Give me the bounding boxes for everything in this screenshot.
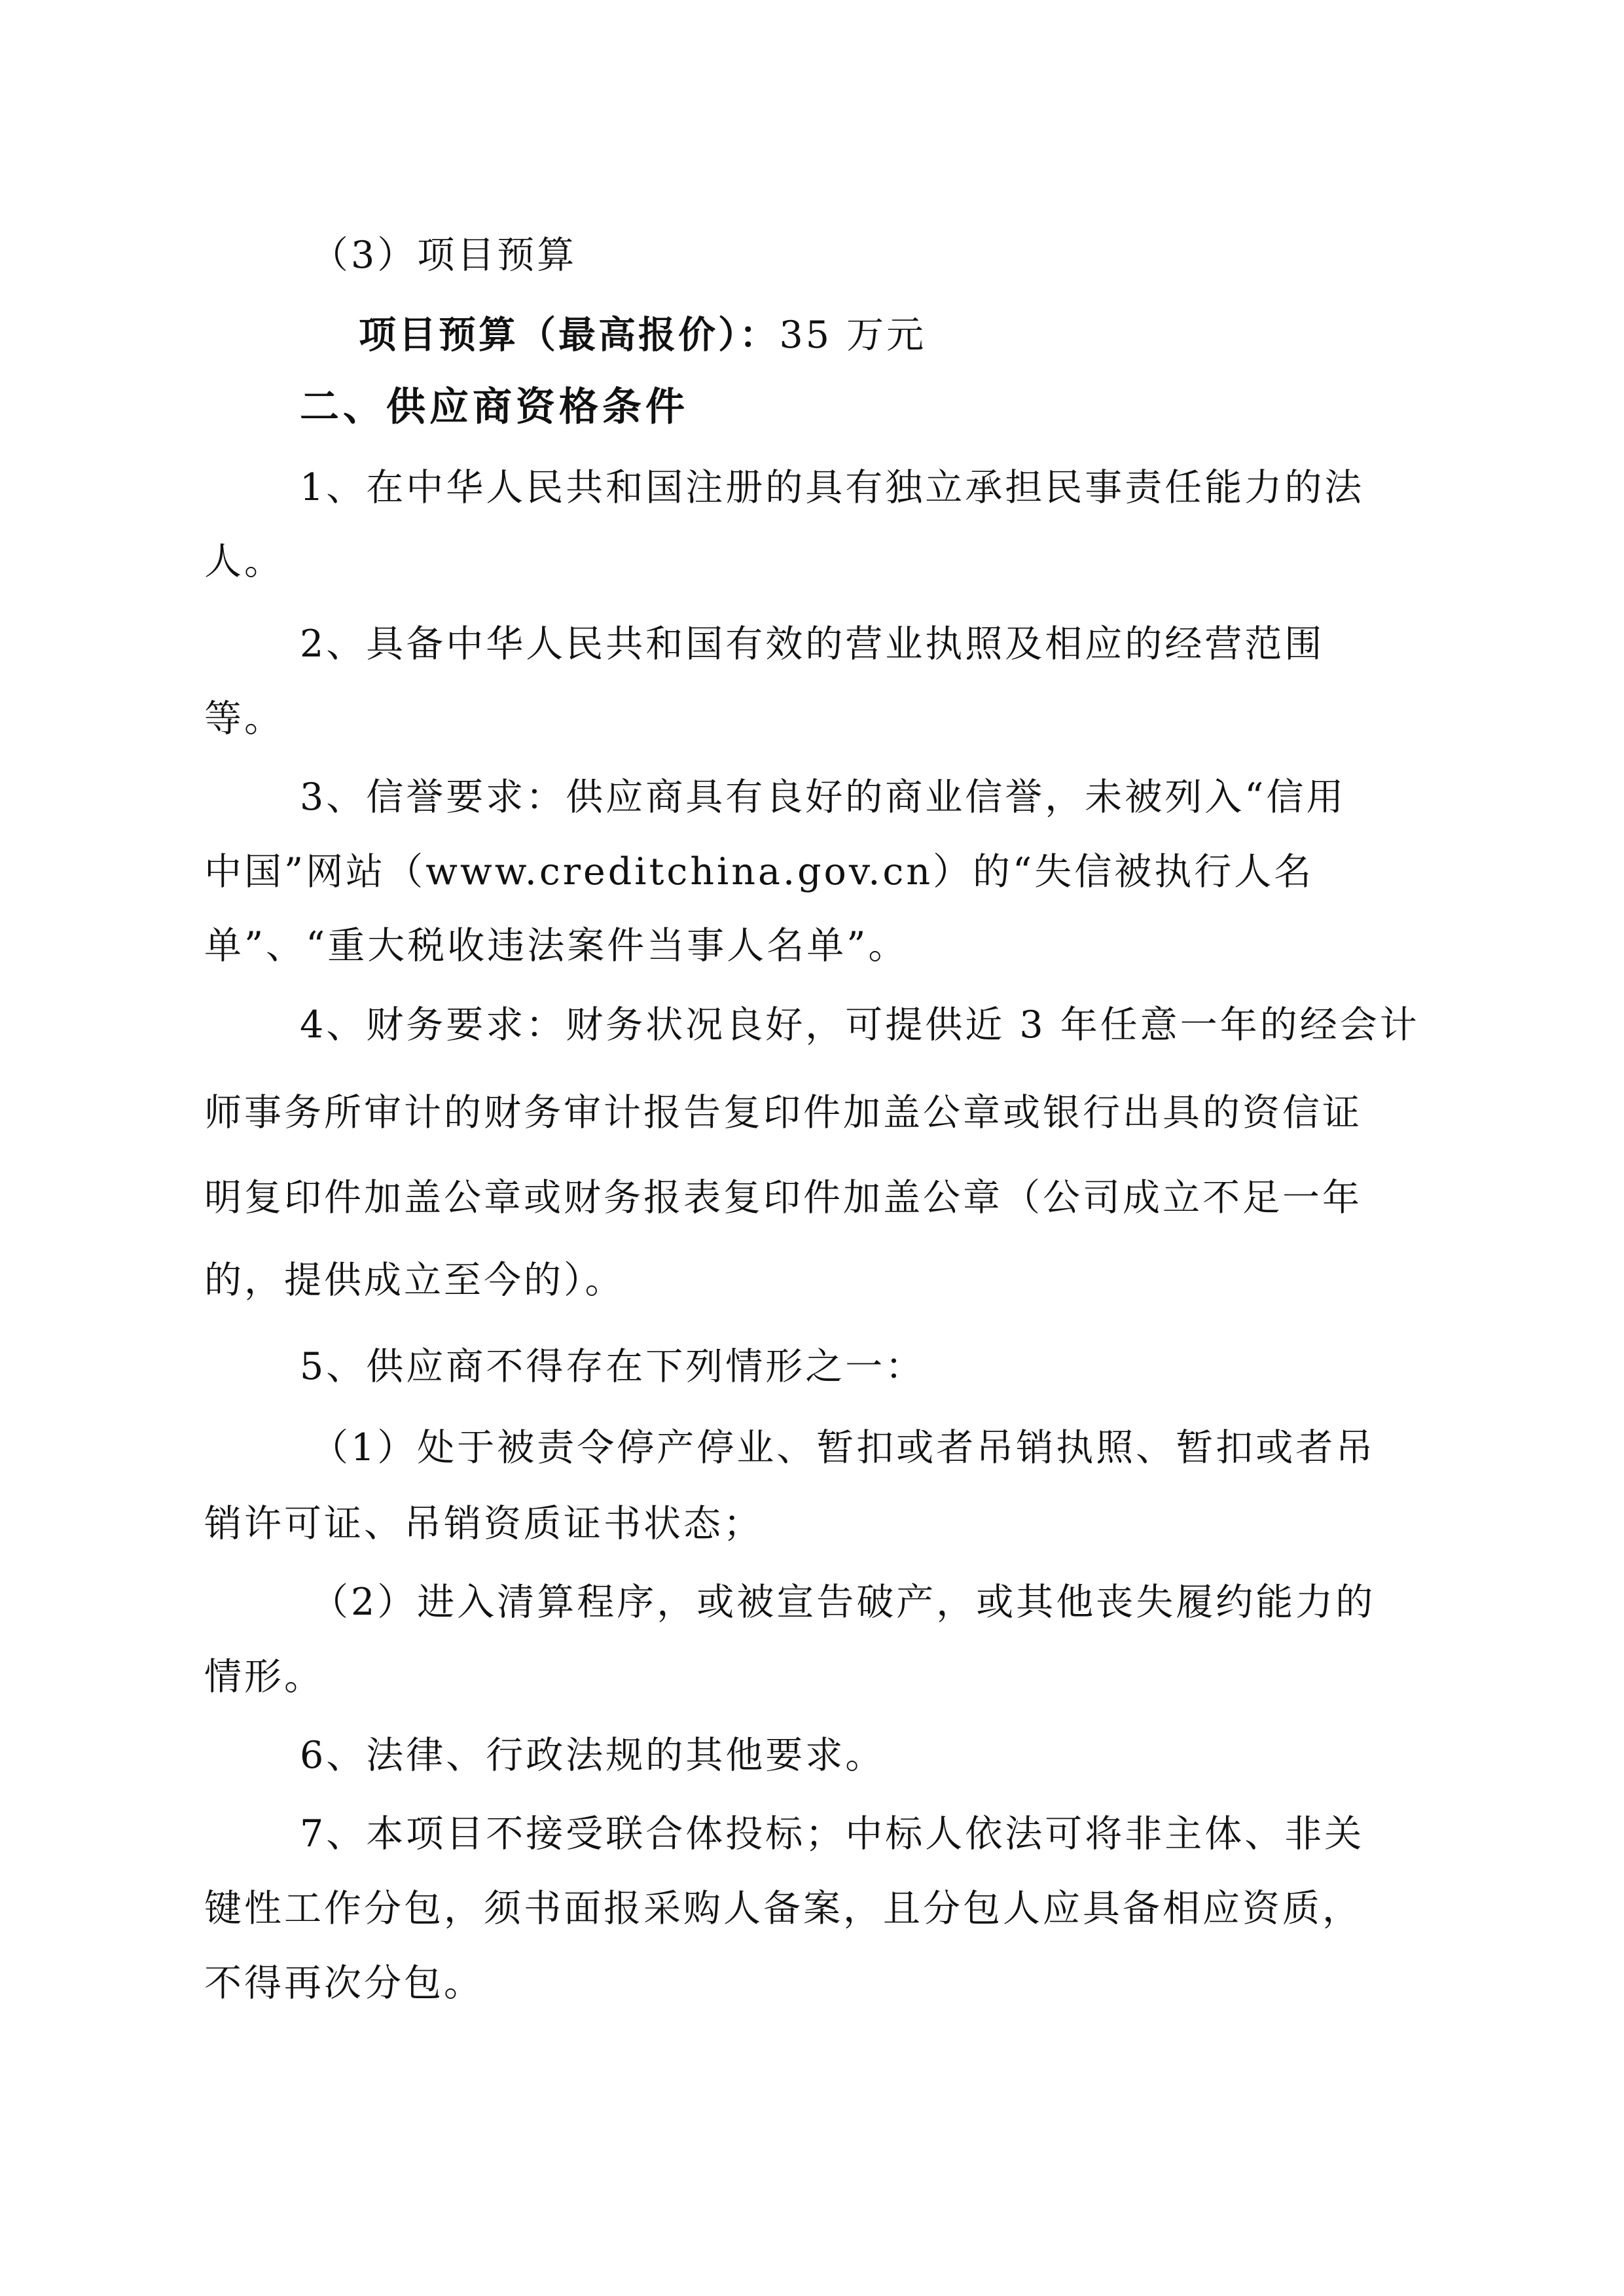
paragraph-line: 人。 <box>204 540 284 583</box>
budget-subtitle: （3）项目预算 <box>311 234 577 277</box>
paragraph-line: 1、在中华人民共和国注册的具有独立承担民事责任能力的法 <box>300 466 1365 509</box>
section-heading: 二、供应商资格条件 <box>300 384 689 430</box>
paragraph-line: 不得再次分包。 <box>204 1962 484 2005</box>
paragraph-line: 键性工作分包，须书面报采购人备案，且分包人应具备相应资质， <box>204 1887 1362 1930</box>
paragraph-line: 6、法律、行政法规的其他要求。 <box>300 1734 886 1777</box>
budget-label: 项目预算（最高报价）： <box>359 313 780 357</box>
paragraph-line: （2）进入清算程序，或被宣告破产，或其他丧失履约能力的 <box>311 1581 1376 1624</box>
paragraph-line: 的，提供成立至今的）。 <box>204 1259 625 1302</box>
paragraph-line: 销许可证、吊销资质证书状态； <box>204 1502 763 1545</box>
paragraph-line: 等。 <box>204 697 284 740</box>
budget-value: 35 万元 <box>779 314 927 357</box>
paragraph-line: 7、本项目不接受联合体投标；中标人依法可将非主体、非关 <box>300 1812 1365 1856</box>
paragraph-line: 情形。 <box>204 1655 324 1698</box>
budget-line <box>359 309 926 361</box>
paragraph-line: 3、信誉要求：供应商具有良好的商业信誉，未被列入“信用 <box>300 776 1346 819</box>
paragraph-line: 明复印件加盖公章或财务报表复印件加盖公章（公司成立不足一年 <box>204 1176 1362 1219</box>
paragraph-line: 师事务所审计的财务审计报告复印件加盖公章或银行出具的资信证 <box>204 1091 1362 1134</box>
paragraph-line: 2、具备中华人民共和国有效的营业执照及相应的经营范围 <box>300 622 1325 666</box>
paragraph-line: 4、财务要求：财务状况良好，可提供近 3 年任意一年的经会计 <box>300 1003 1420 1047</box>
paragraph-line: 单”、“重大税收违法案件当事人名单”。 <box>204 924 909 967</box>
paragraph-line: （1）处于被责令停产停业、暂扣或者吊销执照、暂扣或者吊 <box>311 1426 1376 1469</box>
paragraph-line: 5、供应商不得存在下列情形之一： <box>300 1345 926 1388</box>
paragraph-line: 中国”网站（www.creditchina.gov.cn）的“失信被执行人名 <box>204 850 1314 893</box>
